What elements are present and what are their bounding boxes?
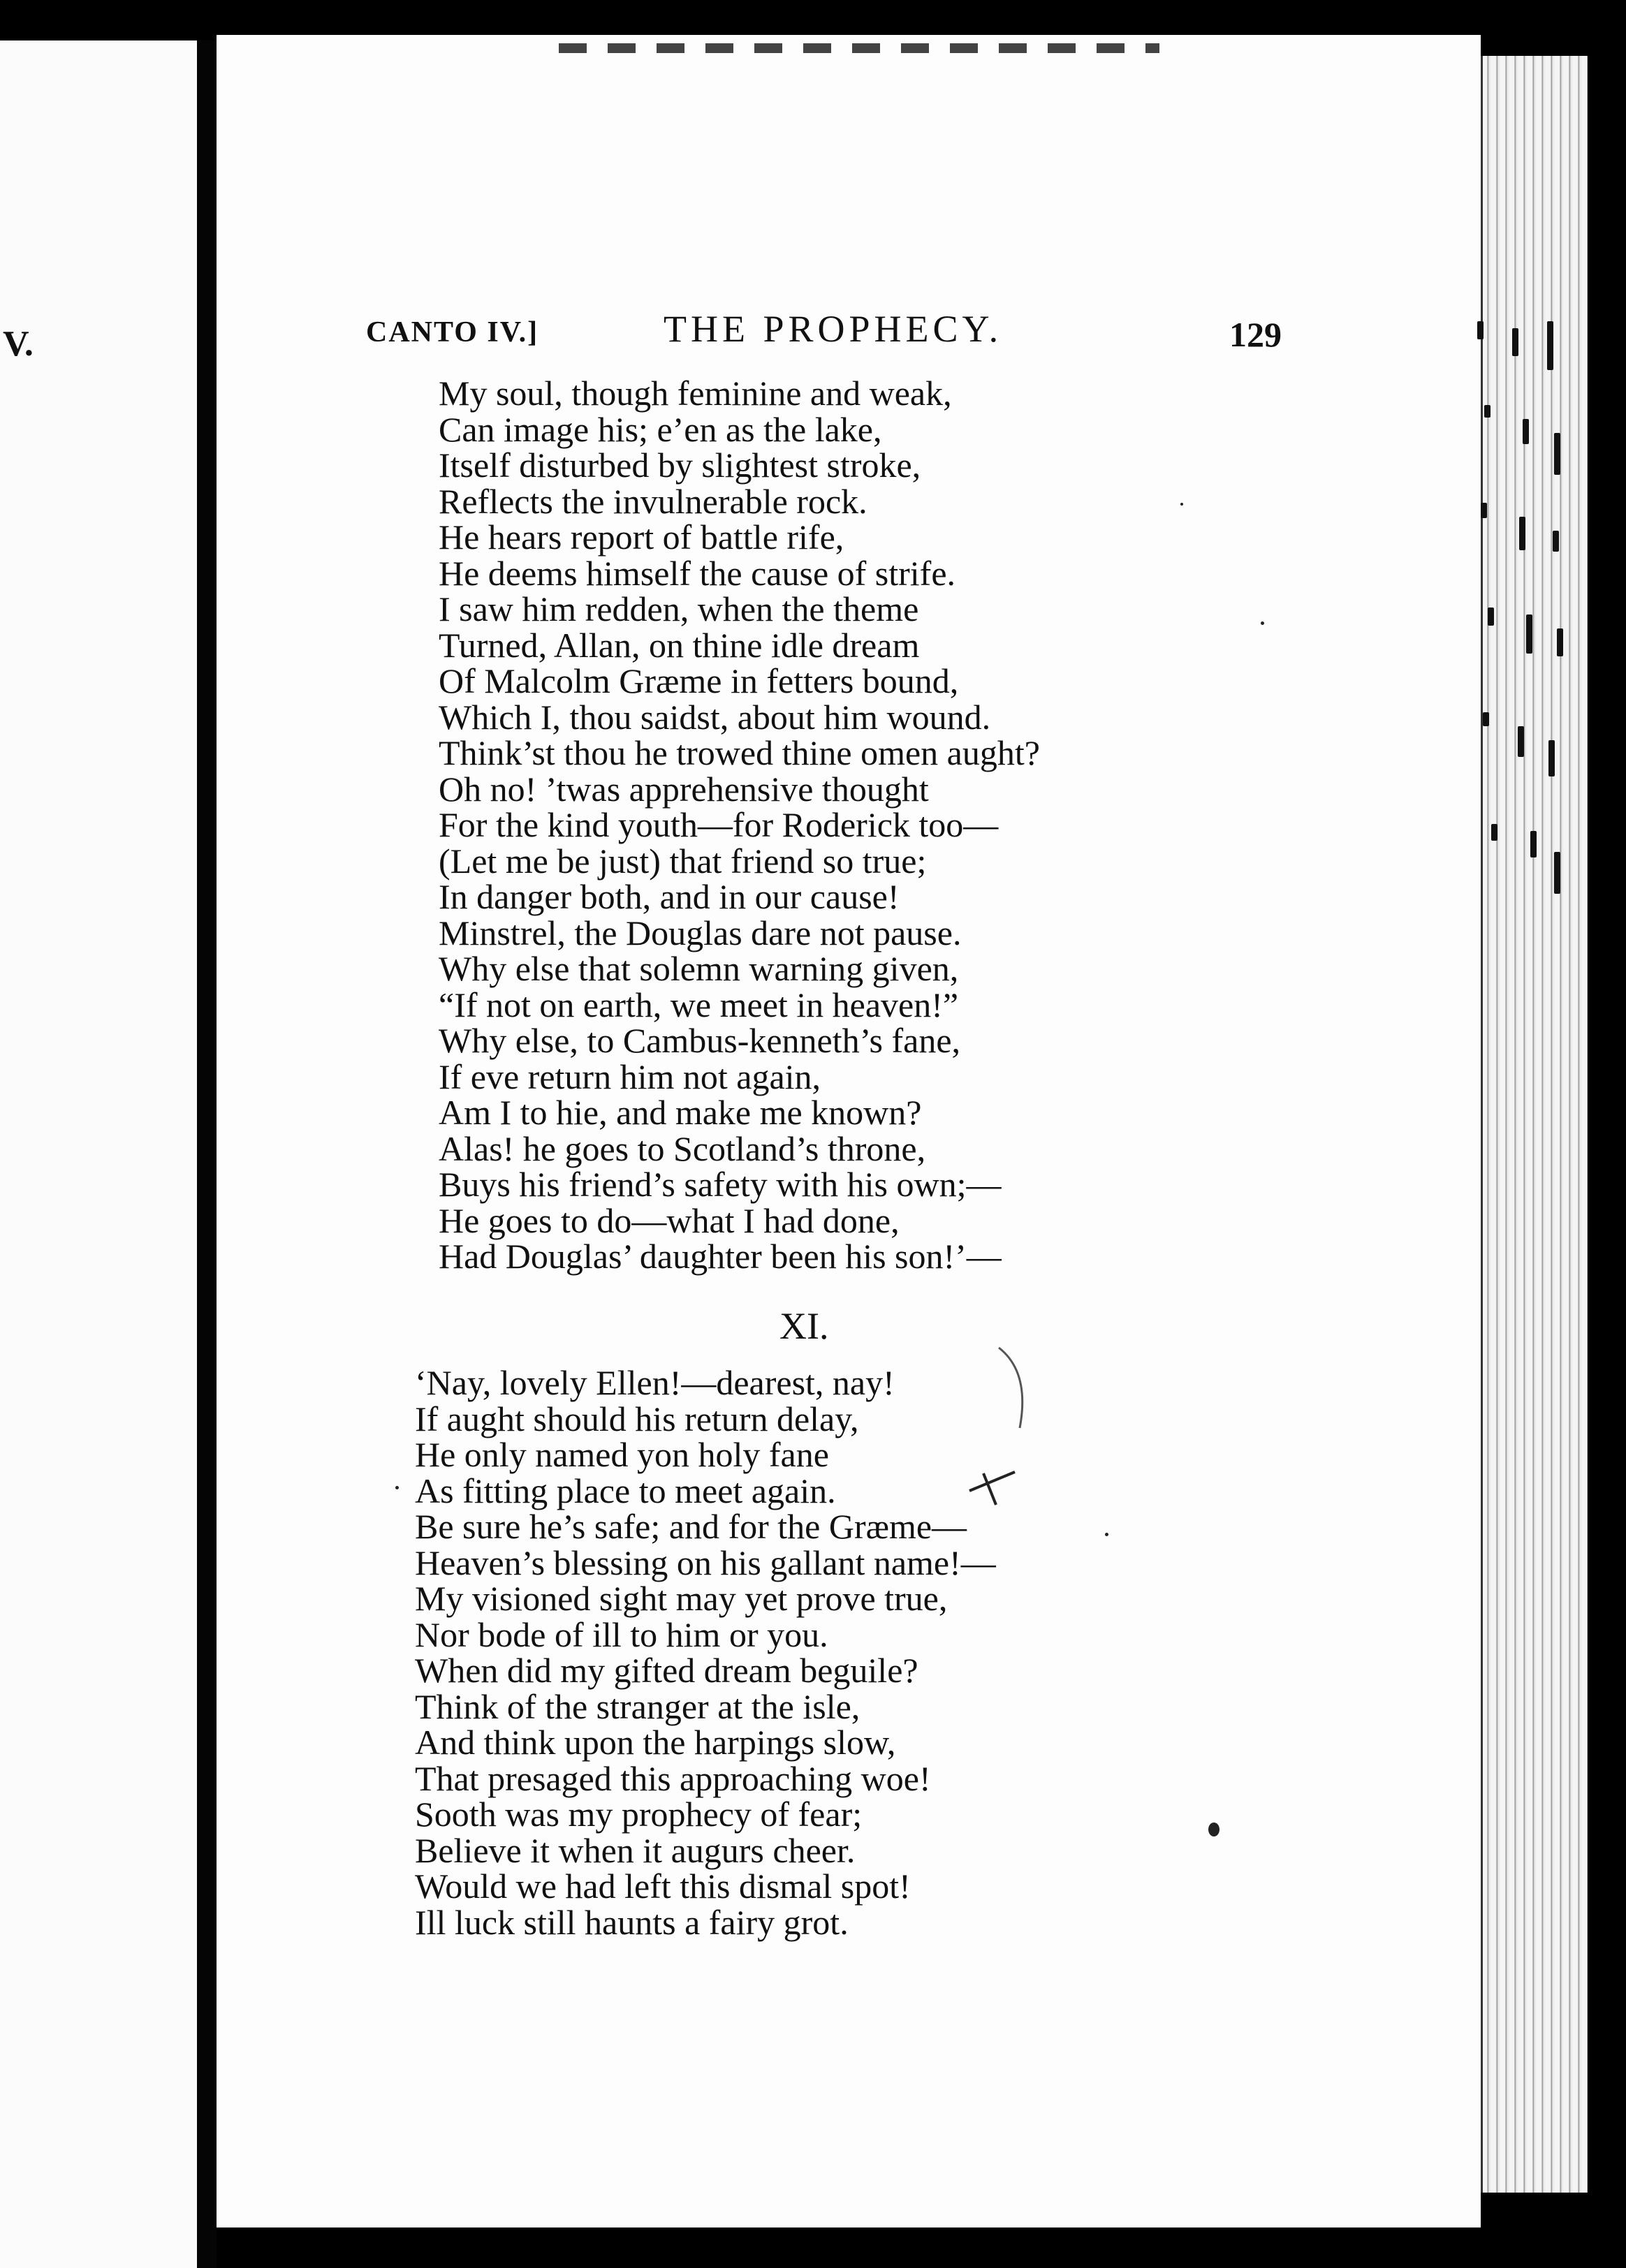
verse-line: Oh no! ’twas apprehensive thought [439,769,929,809]
verse-line: Why else, to Cambus-kenneth’s fane, [439,1021,961,1060]
ink-speck [1180,503,1183,506]
verse-line: Itself disturbed by slightest stroke, [439,446,921,485]
verse-line: Of Malcolm Græme in fetters bound, [439,661,959,700]
verse-line: Be sure he’s safe; and for the Græme— [415,1507,967,1546]
verse-line: Which I, thou saidst, about him wound. [439,697,991,737]
verse-line: Think’st thou he trowed thine omen aught? [439,733,1040,772]
verse-line: I saw him redden, when the theme [439,589,919,628]
verse-line: He only named yon holy fane [415,1435,829,1474]
verse-line: Alas! he goes to Scotland’s throne, [439,1128,926,1168]
verse-line: My soul, though feminine and weak, [439,374,952,413]
verse-line: In danger both, and in our cause! [439,877,900,916]
stanza-eleven [415,1365,996,1941]
verse-line: If aught should his return delay, [415,1399,859,1438]
stanza-ten [439,376,1040,1275]
ink-speck [1105,1533,1108,1536]
verse-line: Why else that solemn warning given, [439,949,959,988]
verse-line: Nor bode of ill to him or you. [415,1614,828,1654]
page-edge-specks [1470,321,1568,922]
verse-line: Sooth was my prophecy of fear; [415,1795,863,1834]
book-gutter [197,40,217,2268]
bleed-through-marks [559,43,1159,53]
facing-page [0,40,197,2268]
verse-line: For the kind youth—for Roderick too— [439,805,999,844]
ink-speck [1208,1822,1220,1836]
verse-line: That presaged this approaching woe! [415,1758,931,1798]
ink-speck [395,1486,399,1489]
pencil-bracket-mark [992,1344,1034,1435]
verse-line: “If not on earth, we meet in heaven!” [439,985,959,1024]
verse-line: (Let me be just) that friend so true; [439,841,927,881]
pencil-cross-mark [962,1466,1018,1508]
verse-line: Ill luck still haunts a fairy grot. [415,1902,849,1942]
verse-line: Turned, Allan, on thine idle dream [439,625,920,665]
verse-line: And think upon the harpings slow, [415,1723,896,1762]
verse-line: He hears report of battle rife, [439,517,844,557]
verse-line: Think of the stranger at the isle, [415,1686,860,1726]
verse-line: Am I to hie, and make me known? [439,1093,922,1132]
verse-line: Heaven’s blessing on his gallant name!— [415,1542,996,1582]
stanza-number: XI. [779,1305,829,1347]
verse-line: Had Douglas’ daughter been his son!’— [439,1237,1002,1276]
verse-line: When did my gifted dream beguile? [415,1651,918,1690]
verse-line: Minstrel, the Douglas dare not pause. [439,913,962,952]
ink-speck [1261,621,1264,625]
verse-line: Reflects the invulnerable rock. [439,481,867,521]
verse-line: Buys his friend’s safety with his own;— [439,1165,1002,1204]
verse-line: My visioned sight may yet prove true, [415,1579,948,1618]
verse-line: As fitting place to meet again. [415,1471,836,1510]
verse-line: Believe it when it augurs cheer. [415,1830,856,1870]
canto-label: CANTO IV.] [366,316,539,348]
page-number: 129 [1229,315,1282,354]
facing-page-text-fragment: V. [3,324,34,364]
verse-line: He goes to do—what I had done, [439,1200,900,1240]
running-head [0,307,1626,363]
page-title: THE PROPHECY. [664,308,1003,350]
verse-line: ‘Nay, lovely Ellen!—dearest, nay! [415,1363,895,1402]
verse-line: Can image his; e’en as the lake, [439,409,882,449]
verse-line: If eve return him not again, [439,1056,821,1096]
verse-line: Would we had left this dismal spot! [415,1866,911,1906]
verse-line: He deems himself the cause of strife. [439,553,956,593]
